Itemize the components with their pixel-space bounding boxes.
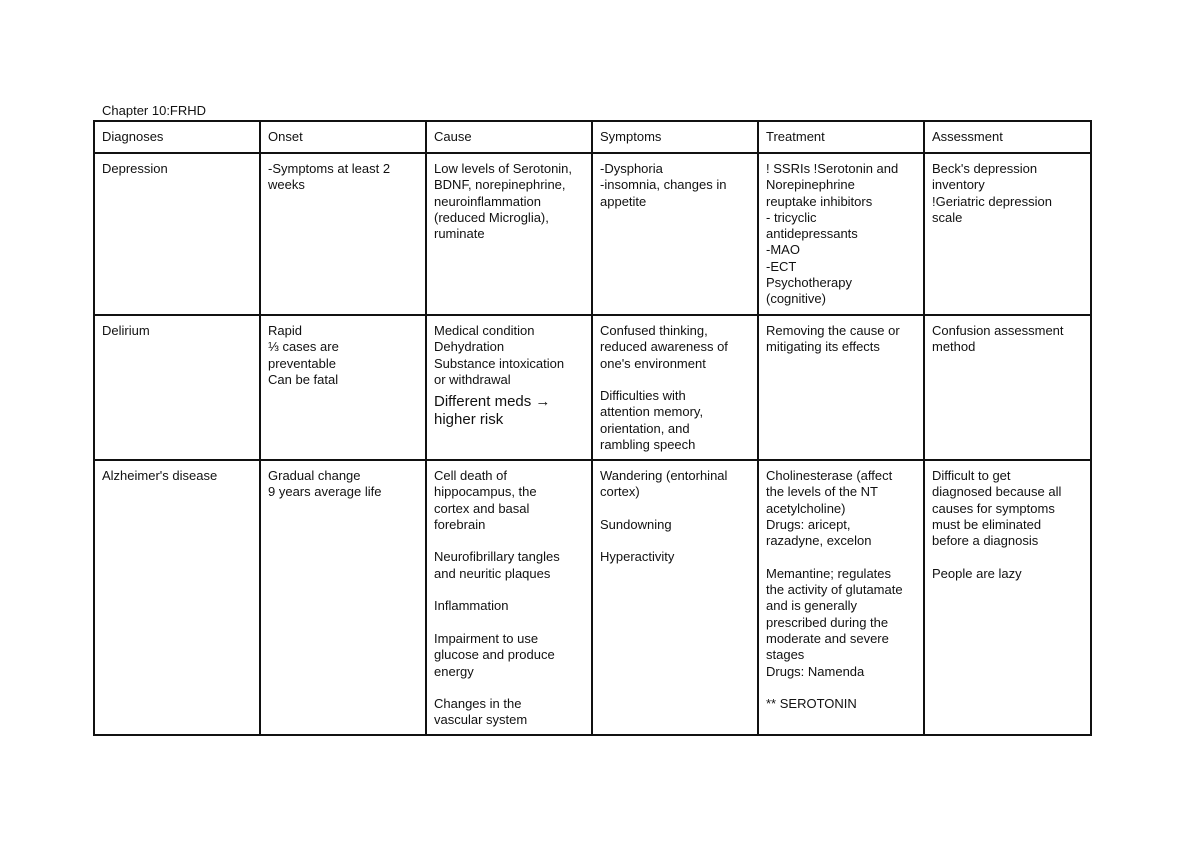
cell-line: ⅓ cases are: [268, 339, 339, 355]
cell-line: Difficulties with: [600, 388, 686, 404]
cause-cell: [426, 153, 592, 315]
cell-line: Beck's depression: [932, 161, 1038, 176]
cell-line: mitigating its effects: [766, 339, 880, 355]
onset-cell: [260, 460, 426, 735]
header-cell: Diagnoses: [94, 121, 260, 153]
cell-line: Difficult to get: [932, 468, 1011, 483]
cell-line: Dehydration: [434, 339, 505, 355]
cell-line: Drugs: aricept,: [766, 516, 851, 532]
cause-cell: [426, 460, 592, 735]
cell-line: People are lazy: [932, 565, 1022, 581]
symptoms-cell: [592, 460, 758, 735]
cell-line: ruminate: [434, 226, 485, 242]
cell-line: higher risk: [434, 411, 504, 429]
cell-line: preventable: [268, 355, 336, 371]
cell-line: Sundowning: [600, 516, 672, 532]
cell-line: Can be fatal: [268, 371, 339, 387]
cell-line: reduced awareness of: [600, 339, 728, 355]
cell-line: -MAO: [766, 242, 800, 258]
document-title: Chapter 10:FRHD: [102, 103, 207, 118]
table-row: [94, 153, 1091, 315]
cell-line: appetite: [600, 193, 647, 209]
cell-line: -Dysphoria: [600, 161, 663, 176]
cell-line: Norepinephrine: [766, 177, 855, 193]
spacer: [932, 549, 1084, 565]
cell-line: -insomnia, changes in: [600, 177, 727, 193]
cell-line: Neurofibrillary tangles: [434, 549, 560, 565]
cell-line: prescribed during the: [766, 614, 889, 630]
cell-line: vascular system: [434, 712, 528, 728]
header-cell: Onset: [260, 121, 426, 153]
cell-line: rambling speech: [600, 437, 696, 453]
cell-line: Rapid: [268, 323, 302, 338]
cell-line: neuroinflammation: [434, 193, 541, 209]
cell-line: must be eliminated: [932, 516, 1042, 532]
cell-line: -Symptoms at least 2: [268, 161, 391, 176]
assessment-cell: [924, 315, 1091, 460]
cell-line: 9 years average life: [268, 484, 382, 500]
cell-line: or withdrawal: [434, 371, 511, 387]
cell-line: (reduced Microglia),: [434, 209, 549, 225]
spacer: [434, 680, 585, 696]
cell-line: Impairment to use: [434, 630, 539, 646]
spacer: [434, 533, 585, 549]
cell-line: Medical condition: [434, 323, 535, 338]
header-cell: Cause: [426, 121, 592, 153]
diagnosis-cell: Alzheimer's disease: [94, 460, 260, 735]
cell-line: the levels of the NT: [766, 484, 878, 500]
spacer: [600, 501, 751, 517]
cell-line: Changes in the: [434, 696, 522, 712]
cell-line: moderate and severe: [766, 630, 889, 646]
cell-line: and is generally: [766, 598, 858, 614]
cell-line: cortex and basal: [434, 500, 530, 516]
cell-line: (cognitive): [766, 291, 826, 307]
spacer: [600, 372, 751, 388]
cell-line: forebrain: [434, 516, 486, 532]
cell-line: !Geriatric depression: [932, 193, 1052, 209]
onset-cell: [260, 315, 426, 460]
cell-line: scale: [932, 209, 963, 225]
cell-line: Drugs: Namenda: [766, 663, 865, 679]
onset-cell: [260, 153, 426, 315]
header-cell: Assessment: [924, 121, 1091, 153]
cell-line: attention memory,: [600, 404, 704, 420]
cell-line: orientation, and: [600, 420, 690, 436]
assessment-cell: [924, 153, 1091, 315]
spacer: [434, 582, 585, 598]
assessment-cell: [924, 460, 1091, 735]
cell-line: Memantine; regulates: [766, 565, 892, 581]
cell-line: inventory: [932, 177, 985, 193]
table-header-row: [94, 121, 1091, 153]
treatment-cell: [758, 460, 924, 735]
diagnosis-cell: Depression: [94, 153, 260, 315]
cell-line: Cholinesterase (affect: [766, 468, 893, 483]
cell-line: Gradual change: [268, 468, 361, 483]
cell-line: Low levels of Serotonin,: [434, 161, 573, 176]
cell-line: reuptake inhibitors: [766, 193, 873, 209]
cell-line: method: [932, 339, 976, 355]
diagnosis-cell: Delirium: [94, 315, 260, 460]
symptoms-cell: [592, 153, 758, 315]
header-cell: Treatment: [758, 121, 924, 153]
cell-line: ** SEROTONIN: [766, 696, 857, 712]
cell-line: before a diagnosis: [932, 533, 1039, 549]
cell-line: Inflammation: [434, 598, 509, 614]
cell-line: and neuritic plaques: [434, 565, 551, 581]
cell-line: Substance intoxication: [434, 355, 565, 371]
cell-line: ! SSRIs !Serotonin and: [766, 161, 899, 176]
spacer: [600, 533, 751, 549]
cell-line: diagnosed because all: [932, 484, 1062, 500]
cell-line: the activity of glutamate: [766, 582, 903, 598]
cell-line: Different meds →: [434, 393, 551, 411]
cell-line: - tricyclic: [766, 209, 817, 225]
cell-line: energy: [434, 663, 474, 679]
cell-line: Hyperactivity: [600, 549, 675, 565]
treatment-cell: [758, 315, 924, 460]
cell-line: stages: [766, 647, 805, 663]
cell-line: Psychotherapy: [766, 275, 852, 291]
spacer: [766, 680, 917, 696]
spacer: [434, 615, 585, 631]
cell-line: acetylcholine): [766, 500, 846, 516]
cause-cell: [426, 315, 592, 460]
table-row: [94, 460, 1091, 735]
cell-line: BDNF, norepinephrine,: [434, 177, 566, 193]
cell-line: Confused thinking,: [600, 323, 708, 338]
cell-line: weeks: [268, 177, 305, 193]
cell-line: Wandering (entorhinal: [600, 468, 728, 483]
cell-line: cortex): [600, 484, 640, 500]
cell-line: one's environment: [600, 355, 706, 371]
header-cell: Symptoms: [592, 121, 758, 153]
cell-line: -ECT: [766, 258, 797, 274]
cell-line: glucose and produce: [434, 647, 555, 663]
cell-line: causes for symptoms: [932, 500, 1055, 516]
symptoms-cell: [592, 315, 758, 460]
cell-line: Removing the cause or: [766, 323, 900, 338]
cell-line: antidepressants: [766, 226, 858, 242]
cell-line: Confusion assessment: [932, 323, 1064, 338]
cell-line: razadyne, excelon: [766, 533, 872, 549]
diagnoses-table: [93, 120, 1092, 736]
spacer: [766, 549, 917, 565]
cell-line: hippocampus, the: [434, 484, 537, 500]
table-row: [94, 315, 1091, 460]
treatment-cell: [758, 153, 924, 315]
cell-line: Cell death of: [434, 468, 507, 483]
